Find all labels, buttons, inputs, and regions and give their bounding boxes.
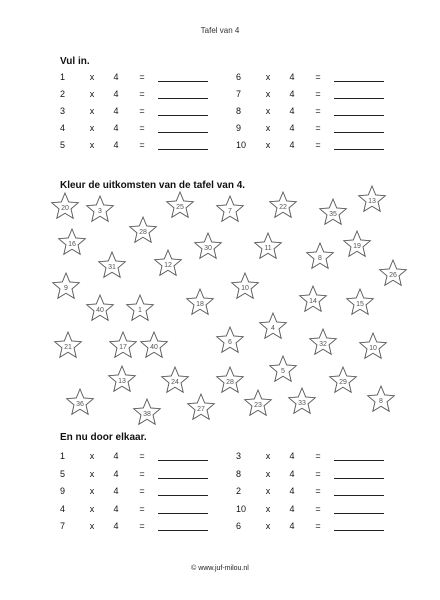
multiplier: 4 [113,468,119,479]
equation-row [236,486,386,496]
star-number: 24 [171,379,179,386]
star-34[interactable] [217,367,244,392]
times-sign: x [89,140,95,150]
equals-sign: = [139,451,145,461]
footer: © www.juf-milou.nl [191,565,249,572]
star-number: 12 [164,262,172,269]
factor: 10 [236,503,247,514]
equation-row [60,451,210,461]
factor: 2 [236,486,242,496]
star-29[interactable] [310,329,337,354]
answer-line[interactable] [158,495,208,496]
equals-sign: = [139,72,145,82]
multiplier: 4 [289,521,295,531]
star-number: 38 [143,411,151,418]
equals-sign: = [315,451,321,461]
factor: 6 [236,72,242,82]
multiplier: 4 [113,486,119,496]
star-39[interactable] [245,390,272,415]
star-6[interactable] [270,192,297,217]
equals-sign: = [139,503,145,514]
times-sign: x [265,503,271,514]
equals-sign: = [315,521,321,531]
star-17[interactable] [232,273,259,298]
star-number: 21 [64,344,72,351]
star-11[interactable] [255,233,282,258]
star-24[interactable] [260,313,287,338]
answer-line[interactable] [158,513,208,514]
equation-row [236,469,386,479]
times-sign: x [265,106,271,116]
star-number: 7 [228,208,232,215]
star-40[interactable] [289,388,316,413]
star-number: 26 [389,272,397,279]
star-number: 4 [271,325,275,332]
star-number: 13 [118,378,126,385]
multiplier: 4 [113,521,119,531]
multiplier: 4 [289,486,295,496]
multiplier: 4 [289,106,295,116]
multiplier: 4 [289,503,295,514]
equals-sign: = [315,140,321,150]
star-number: 19 [353,243,361,250]
answer-line[interactable] [334,495,384,496]
equation-row [236,504,386,514]
star-number: 6 [228,339,232,346]
factor: 6 [236,521,242,531]
equals-sign: = [139,106,145,116]
star-41[interactable] [368,386,395,411]
star-number: 20 [61,205,69,212]
equals-sign: = [315,486,321,496]
equation-row [60,469,210,479]
star-number: 28 [139,229,147,236]
star-number: 40 [150,344,158,351]
times-sign: x [265,468,271,479]
star-number: 23 [254,402,262,409]
star-13[interactable] [344,231,371,256]
equals-sign: = [139,123,145,133]
times-sign: x [89,521,95,531]
star-16[interactable] [53,273,80,298]
factor: 9 [236,123,242,133]
times-sign: x [89,106,95,116]
multiplier: 4 [113,451,119,461]
answer-line[interactable] [158,460,208,461]
star-number: 16 [68,241,76,248]
factor: 9 [60,486,66,496]
times-sign: x [89,451,95,461]
equals-sign: = [139,486,145,496]
star-number: 31 [108,264,116,271]
star-number: 8 [318,255,322,262]
equation-row [236,451,386,461]
star-23[interactable] [347,289,374,314]
factor: 7 [236,89,242,99]
star-number: 13 [368,198,376,205]
multiplier: 4 [289,123,295,133]
multiplier: 4 [113,503,119,514]
multiplier: 4 [289,72,295,82]
star-number: 27 [197,406,205,413]
times-sign: x [89,72,95,82]
factor: 4 [60,123,66,133]
star-number: 30 [204,245,212,252]
star-20[interactable] [127,295,154,320]
equation-row [60,521,210,531]
times-sign: x [265,123,271,133]
answer-line[interactable] [158,478,208,479]
star-19[interactable] [87,295,114,320]
star-15[interactable] [155,250,182,275]
star-2[interactable] [87,196,114,221]
answer-line[interactable] [334,460,384,461]
star-number: 33 [298,400,306,407]
multiplier: 4 [289,89,295,99]
times-sign: x [265,451,271,461]
star-number: 10 [369,345,377,352]
multiplier: 4 [289,468,295,479]
star-number: 8 [379,398,383,405]
star-28[interactable] [217,327,244,352]
equation-row [60,486,210,496]
multiplier: 4 [113,72,119,82]
equation-row [60,504,210,514]
factor: 3 [60,106,66,116]
factor: 3 [236,451,242,461]
equals-sign: = [315,468,321,479]
star-number: 3 [98,208,102,215]
star-31[interactable] [270,356,297,381]
star-27[interactable] [141,332,168,357]
equals-sign: = [139,468,145,479]
times-sign: x [89,486,95,496]
star-22[interactable] [300,286,327,311]
star-number: 11 [264,245,272,252]
multiplier: 4 [113,89,119,99]
multiplier: 4 [289,140,295,150]
star-7[interactable] [320,199,347,224]
star-number: 1 [138,307,142,314]
answer-line[interactable] [158,530,208,531]
star-32[interactable] [109,366,136,391]
equals-sign: = [315,106,321,116]
times-sign: x [265,521,271,531]
times-sign: x [89,89,95,99]
star-number: 5 [281,368,285,375]
section-title-mixed: En nu door elkaar. [60,432,147,443]
factor: 1 [60,451,66,461]
star-3[interactable] [130,217,157,242]
star-9[interactable] [59,229,86,254]
equals-sign: = [315,72,321,82]
star-number: 17 [119,344,127,351]
multiplier: 4 [113,123,119,133]
factor: 5 [60,468,66,479]
equals-sign: = [315,123,321,133]
star-38[interactable] [188,394,215,419]
times-sign: x [265,89,271,99]
factor: 5 [60,140,66,150]
star-10[interactable] [195,233,222,258]
star-number: 40 [96,307,104,314]
star-number: 14 [309,298,317,305]
equals-sign: = [139,521,145,531]
star-number: 36 [76,401,84,408]
star-4[interactable] [167,192,194,217]
answer-line[interactable] [334,513,384,514]
star-number: 18 [196,301,204,308]
star-18[interactable] [380,260,407,285]
star-14[interactable] [99,252,126,277]
answer-line[interactable] [334,478,384,479]
equals-sign: = [139,140,145,150]
star-number: 10 [241,285,249,292]
factor: 4 [60,503,66,514]
star-number: 22 [279,204,287,211]
factor: 1 [60,72,66,82]
multiplier: 4 [113,106,119,116]
times-sign: x [89,123,95,133]
star-5[interactable] [217,196,244,221]
multiplier: 4 [289,451,295,461]
equation-row [236,521,386,531]
star-25[interactable] [55,332,82,357]
factor: 7 [60,521,66,531]
factor: 8 [236,106,242,116]
star-number: 25 [176,204,184,211]
times-sign: x [89,503,95,514]
equals-sign: = [139,89,145,99]
times-sign: x [265,140,271,150]
equals-sign: = [315,503,321,514]
factor: 2 [60,89,66,99]
answer-line[interactable] [334,530,384,531]
page-header: Tafel van 4 [200,26,240,35]
factor: 8 [236,468,242,479]
star-number: 28 [226,379,234,386]
star-12[interactable] [307,243,334,268]
star-number: 9 [64,285,68,292]
section-title-fill-in: Vul in. [60,56,90,67]
star-33[interactable] [162,367,189,392]
section-title-color-stars: Kleur de uitkomsten van de tafel van 4. [60,180,246,191]
star-21[interactable] [187,289,214,314]
times-sign: x [265,486,271,496]
factor: 10 [236,140,247,150]
star-35[interactable] [330,367,357,392]
star-number: 35 [329,211,337,218]
star-1[interactable] [52,193,79,218]
times-sign: x [89,468,95,479]
star-37[interactable] [134,399,161,424]
star-number: 29 [339,379,347,386]
star-26[interactable] [110,332,137,357]
star-number: 15 [356,301,364,308]
star-8[interactable] [359,186,386,211]
star-number: 32 [319,341,327,348]
star-30[interactable] [360,333,387,358]
equals-sign: = [315,89,321,99]
star-36[interactable] [67,389,94,414]
times-sign: x [265,72,271,82]
multiplier: 4 [113,140,119,150]
